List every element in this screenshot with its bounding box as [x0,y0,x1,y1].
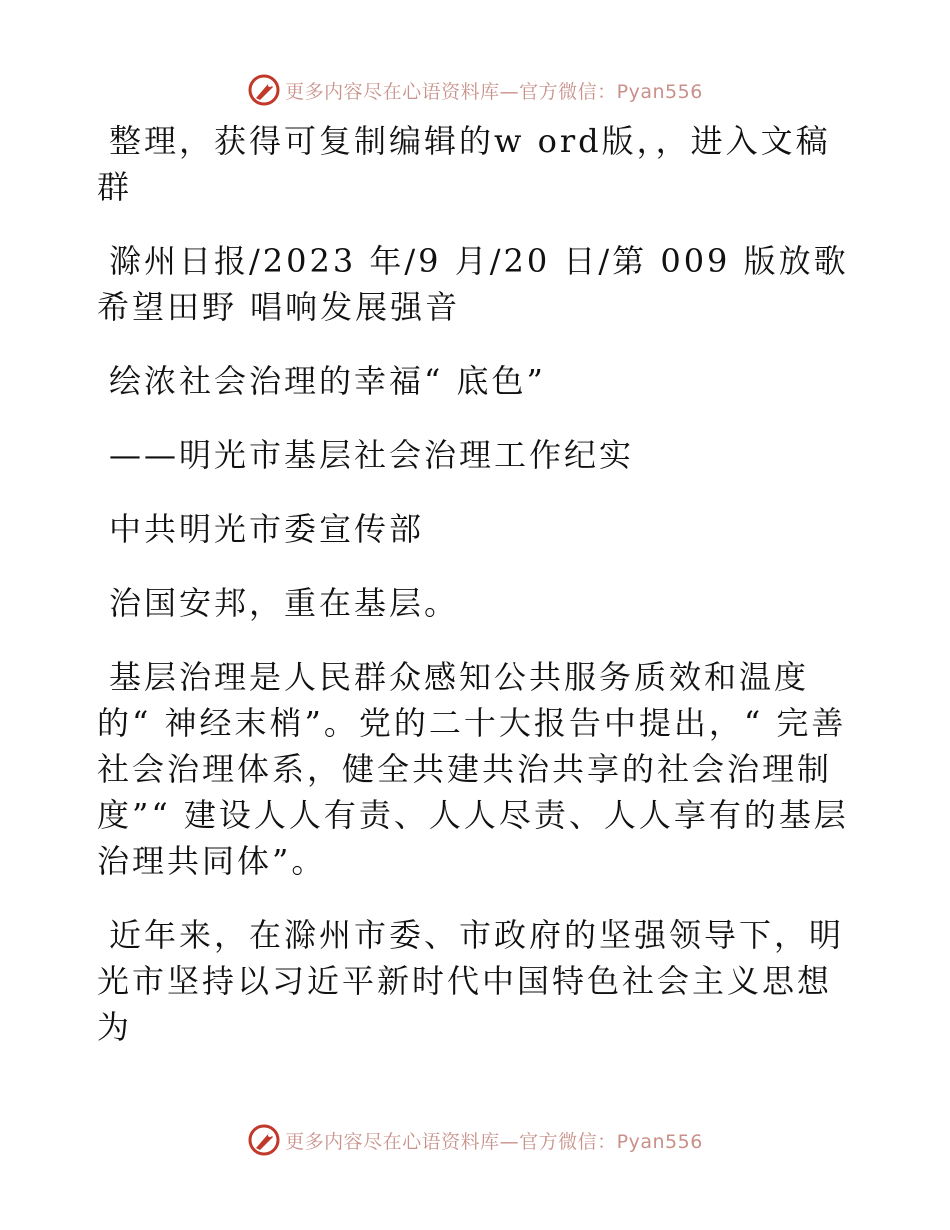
paragraph-notice: 整理，获得可复制编辑的w ord版，，进入文稿群 [97,122,831,206]
document-body [97,118,857,1078]
paragraph-lead: 治国安邦，重在基层。 [109,584,460,622]
paragraph-author: 中共明光市委宣传部 [109,510,425,548]
header-watermark-banner [0,70,950,110]
paragraph-article-title: 绘浓社会治理的幸福“ 底色” [109,362,546,400]
pen-nib-logo-icon [247,73,281,107]
paragraph-article-subtitle: ——明光市基层社会治理工作纪实 [109,436,635,474]
paragraph-source-headline: 滁州日报/2023 年/9 月/20 日/第 009 版放歌希望田野 唱响发展强音 [97,242,849,326]
paragraph-body-2: 近年来，在滁州市委、市政府的坚强领导下，明光市坚持以习近平新时代中国特色社会主义思想为 [97,916,845,1046]
paragraph-body-1: 基层治理是人民群众感知公共服务质效和温度的“ 神经末梢”。党的二十大报告中提出，“ 完善社会治理体系，健全共建共治共享的社会治理制度”“ 建设人人有责、人人尽责、人人享有的基层治理共同体”。 [97,658,849,880]
header-watermark-text: 更多内容尽在心语资料库—官方微信：Pyan556 [285,80,703,103]
footer-watermark-text: 更多内容尽在心语资料库—官方微信：Pyan556 [285,1130,703,1153]
pen-nib-logo-icon [247,1123,281,1157]
footer-watermark-banner [0,1120,950,1160]
